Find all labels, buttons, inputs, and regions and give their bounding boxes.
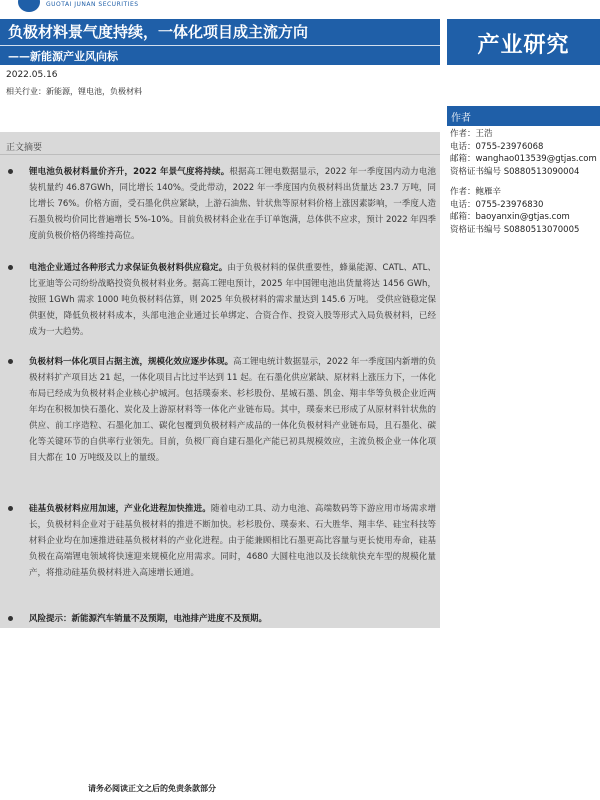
bullet-dot-icon — [8, 359, 13, 364]
category-badge — [447, 19, 600, 65]
bullet-dot-icon — [8, 265, 13, 270]
author-cert: 资格证书编号 S0880513090004 — [450, 166, 580, 177]
bullet-dot-icon — [8, 169, 13, 174]
broker-name: GUOTAI JUNAN SECURITIES — [46, 1, 139, 8]
bullet-lead: 风险提示：新能源汽车销量不及预期，电池排产进度不及预期。 — [29, 614, 268, 624]
author-name: 作者：鲍雁辛 — [450, 187, 502, 197]
summary-divider — [0, 154, 440, 155]
bullet-lead: 电池企业通过各种形式力求保证负极材料供应稳定。 — [29, 263, 228, 273]
author-email[interactable]: 邮箱：wanghao013539@gtjas.com — [450, 154, 597, 164]
author-card — [450, 128, 600, 178]
broker-logo — [0, 0, 600, 14]
author-phone: 电话：0755-23976068 — [450, 141, 544, 152]
author-card — [450, 186, 600, 236]
bullet-text — [29, 611, 436, 627]
report-subtitle: ——新能源产业风向标 — [8, 50, 118, 63]
bullet-body: 随着电动工具、动力电池、高端数码等下游应用市场需求增长，负极材料企业对于硅基负极材料的推进不断加快。杉杉股份、璞泰来、石大胜华、翔丰华、硅宝科技等材料企业均在加速推进硅基负极材料的产业化进程。由于能兼顾相比石墨更高比容量与更长使用寿命，硅基负极在高端锂电领域将快速迎来规模化应用需求。同时，4680 大圆柱电池以及长续航快充车型的规模化量产，将推动硅基负极材料进入高速增长通道。 — [29, 504, 436, 578]
report-title: 负极材料景气度持续，一体化项目成主流方向 — [8, 23, 309, 41]
bullet-lead: 负极材料一体化项目占据主流，规模化效应逐步体现。 — [29, 357, 234, 367]
author-panel-title: 作者 — [451, 113, 471, 124]
bullet-dot-icon — [8, 616, 13, 621]
broker-logo-icon — [18, 0, 40, 12]
title-banner — [0, 19, 440, 65]
bullet-body: 根据高工锂电数据显示，2022 年一季度国内动力电池装机量约 46.87GWh，同比增长 140%。受此带动，2022 年一季度国内负极材料出货量达 23.7 万吨，同比增长 76%。价格方面，受石墨化供应紧缺，上游石油焦、针状焦等原材料价格上涨因素影响，一季度人造石墨负极均价同比普遍增长 5%-10%。目前负极材料企业在手订单饱满，总体供不应求，预计 2022 年四季度前负极价格仍将维持高位。 — [29, 167, 436, 241]
related-industry: 相关行业：新能源，锂电池，负极材料 — [6, 87, 142, 96]
author-email[interactable]: 邮箱：baoyanxin@gtjas.com — [450, 212, 570, 222]
bullet-text — [29, 501, 436, 581]
summary-panel — [0, 132, 440, 628]
bullet-dot-icon — [8, 506, 13, 511]
category-label: 产业研究 — [477, 33, 570, 58]
bullet-lead: 硅基负极材料应用加速，产业化进程加快推进。 — [29, 504, 211, 514]
bullet-text — [29, 164, 436, 244]
author-phone: 电话：0755-23976830 — [450, 199, 544, 210]
author-cert: 资格证书编号 S0880513070005 — [450, 224, 580, 235]
bullet-text — [29, 354, 436, 466]
bullet-body: 由于负极材料的保供重要性，蜂巢能源、CATL、ATL、比亚迪等公司纷纷战略投资负极材料业务。据高工锂电预计，2025 年中国锂电池出货量将达 1456 GWh，按照 1GWh 需求 1000 吨负极材料估算，则 2025 年负极材料的需求量达到 145.6 万吨。 受供应链稳定保供驱使，降低负极材料成本，头部电池企业通过长单绑定、合资合作、投资入股等形式入局负极材料，已经成为一大趋势。 — [29, 263, 436, 337]
bullet-body: 高工锂电统计数据显示，2022 年一季度国内新增的负极材料扩产项目达 21 起，一体化项目占比过半达到 11 起。在石墨化供应紧缺、原材料上涨压力下，一体化布局已经成为负极材料企业核心护城河。包括璞泰来、杉杉股份、星城石墨、凯金、翔丰华等负极企业近两年均在积极加快石墨化、炭化及上游原材料等一体化产业链布局。其中，璞泰来已形成了从原材料针状焦的供应、前工序造粒、石墨化加工、碳化包覆到负极材料产成品的一体化负极材料产业链布局，且石墨化、碳化等关键环节的自供率行业领先。目前，负极厂商自建石墨化产能已初具规模效应，主流负极企业一体化项目大都在 10 万吨级及以上的量级。 — [29, 357, 436, 463]
author-panel-header — [447, 106, 600, 126]
report-date: 2022.05.16 — [6, 70, 58, 80]
title-divider — [0, 45, 440, 46]
bullet-text — [29, 260, 436, 340]
author-name: 作者：王浩 — [450, 129, 493, 139]
bullet-lead: 锂电池负极材料量价齐升，2022 年景气度将持续。 — [29, 167, 230, 177]
summary-heading: 正文摘要 — [6, 143, 43, 153]
disclaimer-note: 请务必阅读正文之后的免责条款部分 — [88, 784, 216, 793]
